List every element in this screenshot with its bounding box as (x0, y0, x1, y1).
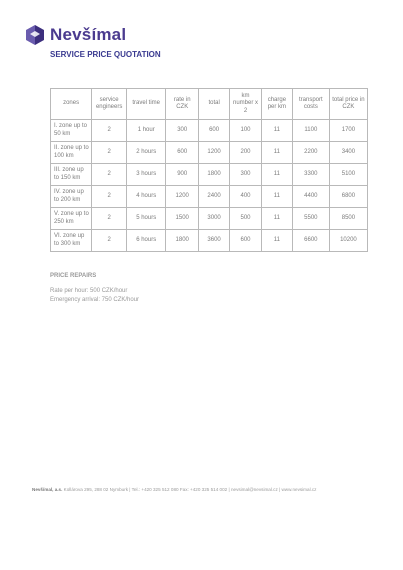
table-cell: 1500 (166, 208, 199, 230)
page-title: SERVICE PRICE QUOTATION (50, 50, 161, 59)
table-cell: 1200 (199, 142, 230, 164)
table-cell: 1800 (199, 164, 230, 186)
table-row (51, 230, 368, 252)
table-cell: 300 (166, 120, 199, 142)
zone-cell: VI. zone up to 300 km (51, 230, 92, 252)
footer (32, 487, 382, 493)
table-cell: 1700 (329, 120, 367, 142)
table-cell: 2 (92, 208, 127, 230)
table-row (51, 208, 368, 230)
zone-cell: IV. zone up to 200 km (51, 186, 92, 208)
table-cell: 2 (92, 120, 127, 142)
table-cell: 10200 (329, 230, 367, 252)
table-cell: 2 hours (127, 142, 166, 164)
column-header: total (199, 89, 230, 120)
column-header: total price in CZK (329, 89, 367, 120)
table-cell: 8500 (329, 208, 367, 230)
zone-cell: II. zone up to 100 km (51, 142, 92, 164)
zone-cell: III. zone up to 150 km (51, 164, 92, 186)
table-header-row (51, 89, 368, 120)
table-cell: 2 (92, 230, 127, 252)
table-cell: 2400 (199, 186, 230, 208)
table-cell: 3300 (292, 164, 329, 186)
emergency-arrival-text: Emergency arrival: 750 CZK/hour (50, 297, 140, 303)
table-cell: 11 (261, 164, 292, 186)
table-cell: 3600 (199, 230, 230, 252)
table-cell: 3000 (199, 208, 230, 230)
table-cell: 11 (261, 208, 292, 230)
rate-per-hour-text: Rate per hour: 500 CZK/hour (50, 288, 128, 294)
table-cell: 1 hour (127, 120, 166, 142)
table-cell: 5500 (292, 208, 329, 230)
column-header: travel time (127, 89, 166, 120)
table-cell: 200 (230, 142, 262, 164)
table-cell: 11 (261, 142, 292, 164)
table-cell: 11 (261, 120, 292, 142)
column-header: rate in CZK (166, 89, 199, 120)
table-cell: 100 (230, 120, 262, 142)
footer-details: Kollárova 295, 288 02 Nymburk | Tel.: +420 325 512 080 Fax: +420 325 514 002 | nevsimal@nevsimal.cz | www.nevsimal.cz (63, 487, 317, 492)
table-row (51, 164, 368, 186)
table-cell: 4400 (292, 186, 329, 208)
table-cell: 11 (261, 186, 292, 208)
company-logo-icon (24, 24, 46, 46)
table-cell: 1100 (292, 120, 329, 142)
price-repairs-heading: PRICE REPAIRS (50, 273, 97, 279)
table-cell: 6600 (292, 230, 329, 252)
table-cell: 600 (199, 120, 230, 142)
table-row (51, 120, 368, 142)
table-row (51, 186, 368, 208)
table-cell: 2 (92, 142, 127, 164)
table-cell: 500 (230, 208, 262, 230)
table-cell: 600 (230, 230, 262, 252)
price-table (50, 88, 368, 252)
column-header: service engineers (92, 89, 127, 120)
table-cell: 600 (166, 142, 199, 164)
zone-cell: V. zone up to 250 km (51, 208, 92, 230)
table-row (51, 142, 368, 164)
table-cell: 2 (92, 164, 127, 186)
table-cell: 4 hours (127, 186, 166, 208)
table-cell: 5 hours (127, 208, 166, 230)
company-name: Nevšímal (50, 25, 127, 44)
table-cell: 6800 (329, 186, 367, 208)
table-cell: 6 hours (127, 230, 166, 252)
table-cell: 1800 (166, 230, 199, 252)
footer-company: Nevšímal, a.s. (32, 487, 63, 492)
table-cell: 2200 (292, 142, 329, 164)
column-header: transport costs (292, 89, 329, 120)
table-cell: 900 (166, 164, 199, 186)
table-cell: 1200 (166, 186, 199, 208)
table-cell: 400 (230, 186, 262, 208)
column-header: charge per km (261, 89, 292, 120)
table-cell: 2 (92, 186, 127, 208)
table-cell: 11 (261, 230, 292, 252)
table-cell: 300 (230, 164, 262, 186)
column-header: zones (51, 89, 92, 120)
zone-cell: I. zone up to 50 km (51, 120, 92, 142)
table-cell: 5100 (329, 164, 367, 186)
table-cell: 3 hours (127, 164, 166, 186)
table-cell: 3400 (329, 142, 367, 164)
column-header: km number x 2 (230, 89, 262, 120)
